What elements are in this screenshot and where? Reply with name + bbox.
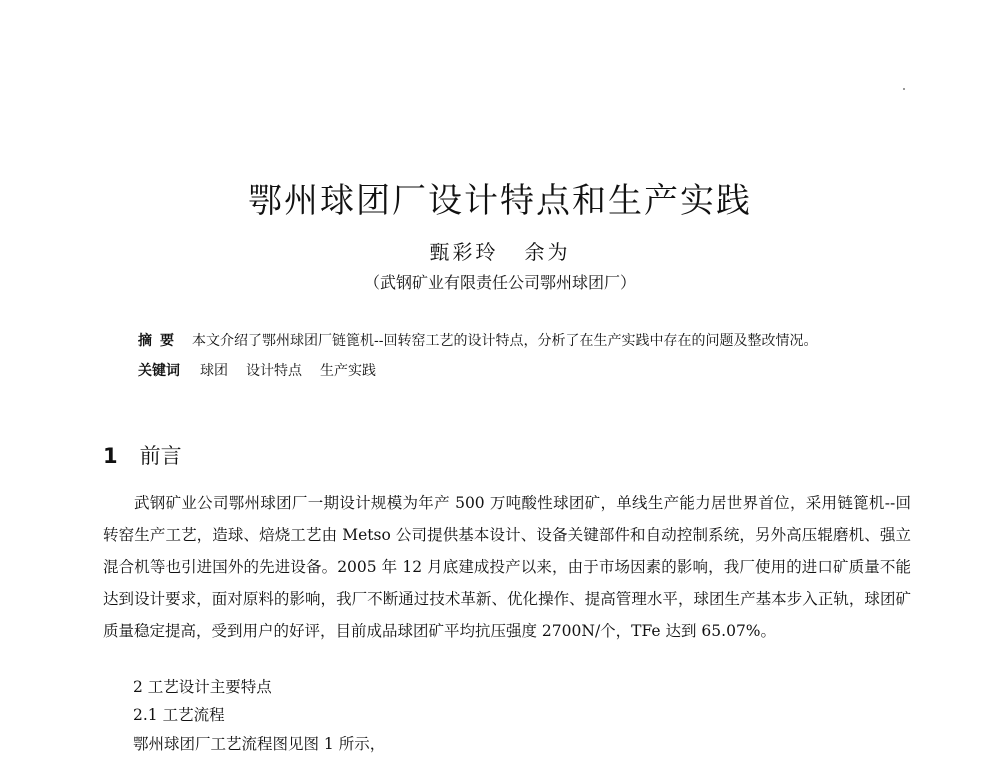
section-2-1-text: 鄂州球团厂工艺流程图见图 1 所示，: [133, 735, 386, 753]
keyword-2: 设计特点: [246, 363, 302, 379]
affiliation: （武钢矿业有限责任公司鄂州球团厂）: [363, 273, 636, 292]
abstract-text: 本文介绍了鄂州球团厂链篦机--回转窑工艺的设计特点，分析了在生产实践中存在的问题及整改情况。: [192, 333, 818, 349]
author-1: 甄彩玲: [429, 240, 499, 264]
author-2: 余为: [524, 240, 571, 264]
section-1-heading: [103, 440, 182, 470]
abstract: [138, 330, 817, 350]
scan-speck: [903, 88, 905, 90]
section-1-number: 1: [103, 444, 118, 468]
keyword-3: 生产实践: [320, 363, 376, 379]
section-2-1-heading: 2.1 工艺流程: [133, 706, 225, 724]
keyword-1: 球团: [200, 363, 228, 379]
keywords-label: 关键词: [138, 363, 180, 379]
keywords: [138, 360, 394, 380]
section-1-paragraph: 武钢矿业公司鄂州球团厂一期设计规模为年产 500 万吨酸性球团矿，单线生产能力居世界首位，采用链篦机--回转窑生产工艺，造球、焙烧工艺由 Metso 公司提供基本设计、设备关键部件和自动控制系统，另外高压辊磨机、强立混合机等也引进国外的先进设备。2005 年 12 月底建成投产以来，由于市场因素的影响，我厂使用的进口矿质量不能达到设计要求，面对原料的影响，我厂不断通过技术革新、优化操作、提高管理水平，球团生产基本步入正轨，球团矿质量稳定提高，受到用户的好评，目前成品球团矿平均抗压强度 2700N/个，TFe 达到 65.07%。: [103, 494, 911, 640]
section-2-heading: 2 工艺设计主要特点: [133, 678, 272, 696]
paper-title: 鄂州球团厂设计特点和生产实践: [248, 180, 752, 221]
abstract-label: 摘要: [138, 333, 182, 349]
section-1-body: [103, 487, 911, 647]
author-list: [0, 236, 1000, 265]
section-1-title: 前言: [139, 444, 182, 468]
